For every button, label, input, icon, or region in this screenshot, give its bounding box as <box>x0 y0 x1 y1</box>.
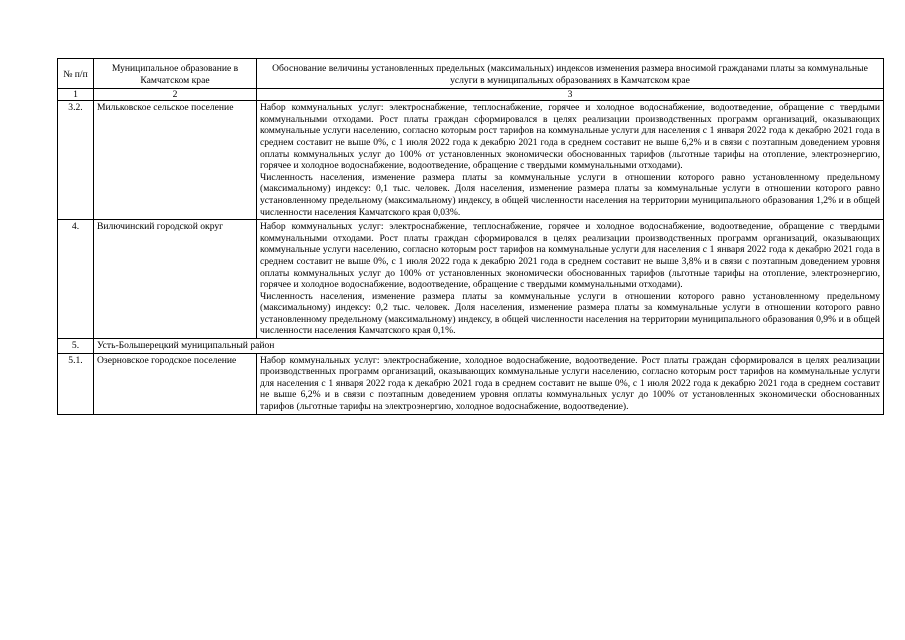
header-justification: Обоснование величины установленных предельных (максимальных) индексов изменения размера вносимой гражданами платы за коммунальные услуги в муниципальных образованиях в Камчатском крае <box>257 59 884 89</box>
table-row <box>58 101 884 220</box>
section-title: Усть-Большерецкий муниципальный район <box>94 339 884 354</box>
table-header-row <box>58 59 884 89</box>
justification-paragraph: Численность населения, изменение размера платы за коммунальные услуги в отношении которого равно установленному предельному (максимальному) индексу: 0,1 тыс. человек. Доля населения, изменение размера платы за коммунальные услуги в отношении которого равно установленному предельному (максимальному) индексу, в общей численности населения на территории муниципального образования 1,2% и в общей численности населения Камчатского края 0,03%. <box>260 171 880 218</box>
section-row <box>58 339 884 354</box>
header-municipality: Муниципальное образование в Камчатском крае <box>94 59 257 89</box>
justification-paragraph: Набор коммунальных услуг: электроснабжение, холодное водоснабжение, водоотведение. Рост платы граждан сформировался в целях реализации производственных программ организаций, оказывающих коммунальные услуги населению, согласно которым рост тарифов на коммунальные услуги для населения с 1 января 2022 года к декабрю 2021 года в среднем составит не выше 0%, с 1 июля 2022 года к декабрю 2021 года в среднем составит не выше 6,2% и в связи с поэтапным доведением уровня оплаты коммунальных услуг до 100% от установленных экономически обоснованных тарифов (льготные тарифы на электроэнергию, холодное водоснабжение, водоотведение). <box>260 354 880 413</box>
row-number: 5.1. <box>58 353 94 414</box>
municipality-name: Вилючинский городской округ <box>94 220 257 339</box>
municipality-name: Озерновское городское поселение <box>94 353 257 414</box>
municipality-name: Мильковское сельское поселение <box>94 101 257 220</box>
row-number: 4. <box>58 220 94 339</box>
justification-paragraph: Набор коммунальных услуг: электроснабжение, теплоснабжение, горячее и холодное водоснабжение, водоотведение, обращение с твердыми коммунальными отходами. Рост платы граждан сформировался в целях реализации производственных программ организаций, оказывающих коммунальные услуги населению, согласно которым рост тарифов на коммунальные услуги для населения с 1 января 2022 года к декабрю 2021 года в среднем составит не выше 0%, с 1 июля 2022 года к декабрю 2021 года в среднем составит не выше 6,2% и в связи с поэтапным доведением уровня оплаты коммунальных услуг до 100% от установленных экономически обоснованных тарифов (льготные тарифы на отопление, электроэнергию, горячее и холодное водоснабжение, водоотведение, обращение с твердыми коммунальными отходами). <box>260 102 880 172</box>
justification-cell <box>257 353 884 414</box>
tariff-justification-table <box>57 58 884 415</box>
column-number: 2 <box>94 89 257 101</box>
header-number: № п/п <box>58 59 94 89</box>
column-number: 3 <box>257 89 884 101</box>
table-row <box>58 353 884 414</box>
justification-cell <box>257 220 884 339</box>
row-number: 5. <box>58 339 94 354</box>
column-number-row <box>58 89 884 101</box>
table-row <box>58 220 884 339</box>
row-number: 3.2. <box>58 101 94 220</box>
justification-cell <box>257 101 884 220</box>
justification-paragraph: Набор коммунальных услуг: электроснабжение, теплоснабжение, горячее и холодное водоснабжение, водоотведение, обращение с твердыми коммунальными отходами. Рост платы граждан сформировался в целях реализации производственных программ организаций, оказывающих коммунальные услуги населению, согласно которым рост тарифов на коммунальные услуги для населения с 1 января 2022 года к декабрю 2021 года в среднем составит не выше 0%, с 1 июля 2022 года к декабрю 2021 года в среднем составит не выше 3,8% и в связи с поэтапным доведением уровня оплаты коммунальных услуг до 100% от установленных экономически обоснованных тарифов (льготные тарифы на отопление, электроэнергию, горячее и холодное водоснабжение, водоотведение, обращение с твердыми коммунальными отходами). <box>260 221 880 291</box>
justification-paragraph: Численность населения, изменение размера платы за коммунальные услуги в отношении которого равно установленному предельному (максимальному) индексу: 0,2 тыс. человек. Доля населения, изменение размера платы за коммунальные услуги в отношении которого равно установленному предельному (максимальному) индексу, в общей численности населения на территории муниципального образования 0,9% и в общей численности населения Камчатского края 0,1%. <box>260 290 880 337</box>
column-number: 1 <box>58 89 94 101</box>
